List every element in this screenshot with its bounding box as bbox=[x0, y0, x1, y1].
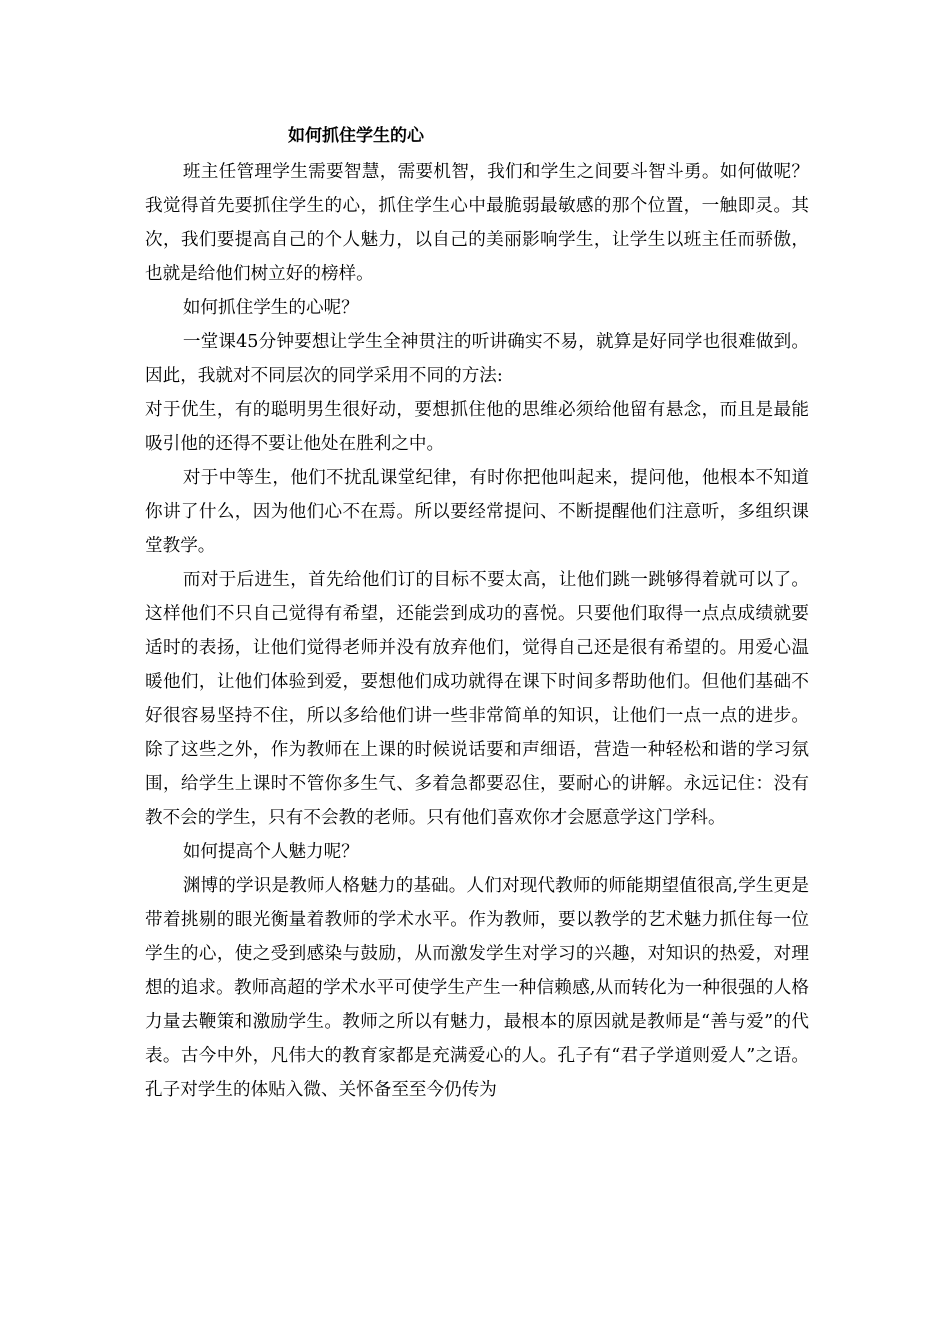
paragraph-question-charm: 如何提高个人魅力呢？ bbox=[182, 842, 359, 862]
paragraph-class-time: 一堂课45分钟要想让学生全神贯注的听讲确实不易，就算是好同学也很难做到。因此，我就对不同层次的同学采用不同的方法: bbox=[145, 332, 809, 386]
paragraph-intro: 班主任管理学生需要智慧，需要机智，我们和学生之间要斗智斗勇。如何做呢？我觉得首先要抓住学生的心，抓住学生心中最脆弱最敏感的那个位置，一触即灵。其次，我们要提高自己的个人魅力，以自己的美丽影响学生，让学生以班主任而骄傲，也就是给他们树立好的榜样。 bbox=[145, 162, 809, 284]
document-title: 如何抓住学生的心 bbox=[288, 126, 424, 146]
document-body bbox=[145, 155, 809, 1107]
paragraph-struggling-students: 而对于后进生，首先给他们订的目标不要太高，让他们跳一跳够得着就可以了。这样他们不只自己觉得有希望，还能尝到成功的喜悦。只要他们取得一点点成绩就要适时的表扬，让他们觉得老师并没有放弃他们，觉得自己还是很有希望的。用爱心温暖他们，让他们体验到爱，要想他们成功就得在课下时间多帮助他们。但他们基础不好很容易坚持不住，所以多给他们讲一些非常简单的知识，让他们一点一点的进步。除了这些之外，作为教师在上课的时候说话要和声细语，营造一种轻松和谐的学习氛围，给学生上课时不管你多生气、多着急都要忍住，要耐心的讲解。永远记住：没有教不会的学生，只有不会教的老师。只有他们喜欢你才会愿意学这门学科。 bbox=[145, 570, 809, 828]
paragraph-teacher-charm: 渊博的学识是教师人格魅力的基础。人们对现代教师的师能期望值很高,学生更是带着挑剔的眼光衡量着教师的学术水平。作为教师，要以教学的艺术魅力抓住每一位学生的心，使之受到感染与鼓励，从而激发学生对学习的兴趣，对知识的热爱，对理想的追求。教师高超的学术水平可使学生产生一种信赖感,从而转化为一种很强的人格力量去鞭策和激励学生。教师之所以有魅力，最根本的原因就是教师是“善与爱”的代表。古今中外，凡伟大的教育家都是充满爱心的人。孔子有“君子学道则爱人”之语。孔子对学生的体贴入微、关怀备至至今仍传为 bbox=[145, 876, 809, 1100]
paragraph-question-heart: 如何抓住学生的心呢？ bbox=[182, 298, 359, 318]
paragraph-middle-students: 对于中等生，他们不扰乱课堂纪律，有时你把他叫起来，提问他，他根本不知道你讲了什么，因为他们心不在焉。所以要经常提问、不断提醒他们注意听，多组织课堂教学。 bbox=[145, 468, 809, 556]
paragraph-top-students: 对于优生，有的聪明男生很好动，要想抓住他的思维必须给他留有悬念，而且是最能吸引他的还得不要让他处在胜利之中。 bbox=[145, 400, 809, 454]
